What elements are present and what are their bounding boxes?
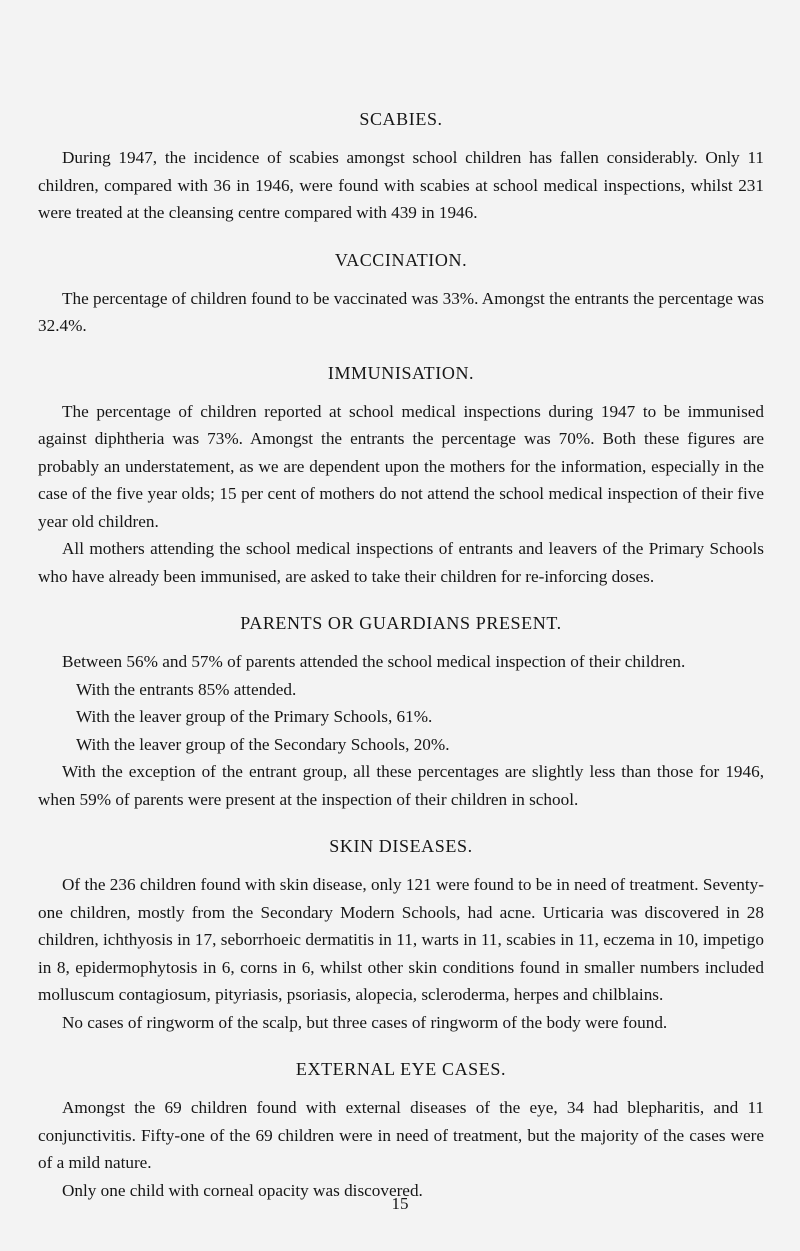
section-heading: VACCINATION. xyxy=(334,249,468,270)
list-line: With the leaver group of the Primary Schools, 61%. xyxy=(76,707,433,726)
paragraph: No cases of ringworm of the scalp, but three cases of ringworm of the body were found. xyxy=(62,1012,668,1032)
section-heading: SKIN DISEASES. xyxy=(329,836,473,856)
paragraph: During 1947, the incidence of scabies amongst school children has fallen considerably. Only 11 children, compared with 36 in 1946, were found with scabies at school medical inspections, whilst 231 were treated at the cleansing centre compared with 439 in 1946. xyxy=(38,148,764,222)
section-scabies xyxy=(38,108,764,227)
document-body xyxy=(38,108,764,1226)
page-number: 15 xyxy=(391,1194,409,1213)
section-heading: IMMUNISATION. xyxy=(327,362,475,383)
paragraph: Between 56% and 57% of parents attended the school medical inspection of their children. xyxy=(62,652,686,671)
section-immunisation xyxy=(38,362,764,591)
section-parents xyxy=(38,612,764,813)
section-vaccination xyxy=(38,249,764,340)
list-line: With the leaver group of the Secondary Schools, 20%. xyxy=(76,734,450,754)
list-line: With the entrants 85% attended. xyxy=(76,679,297,699)
section-skin-diseases xyxy=(38,835,764,1036)
paragraph: Of the 236 children found with skin disease, only 121 were found to be in need of treatment. Seventy-one children, mostly from the Secondary Modern Schools, had acne. Urticaria was discovered in 28 children, ichthyosis in 17, seborrhoeic dermatitis in 11, warts in 11, scabies in 11, eczema in 10, impetigo in 8, epidermophytosis in 6, corns in 6, whilst other skin conditions found in smaller numbers included molluscum contagiosum, pityriasis, psoriasis, alopecia, scleroderma, herpes and chilblains. xyxy=(38,875,764,1004)
paragraph: The percentage of children found to be vaccinated was 33%. Amongst the entrants the percentage was 32.4%. xyxy=(38,288,764,335)
section-heading: EXTERNAL EYE CASES. xyxy=(295,1059,507,1079)
section-heading: SCABIES. xyxy=(359,109,443,129)
paragraph: Amongst the 69 children found with external diseases of the eye, 34 had blepharitis, and 11 conjunctivitis. Fifty-one of the 69 children were in need of treatment, but the majority of the cases were of a mild nature. xyxy=(38,1098,764,1172)
paragraph: Only one child with corneal opacity was discovered. xyxy=(62,1180,423,1200)
section-heading: PARENTS OR GUARDIANS PRESENT. xyxy=(240,613,562,633)
paragraph: The percentage of children reported at school medical inspections during 1947 to be immunised against diphtheria was 73%. Amongst the entrants the percentage was 70%. Both these figures are probably an understatement, as we are dependent upon the mothers for the information, especially in the case of the five year olds; 15 per cent of mothers do not attend the school medical inspection of their five year old children. xyxy=(38,401,764,531)
paragraph: With the exception of the entrant group, all these percentages are slightly less than those for 1946, when 59% of parents were present at the inspection of their children in school. xyxy=(38,762,764,809)
paragraph: All mothers attending the school medical inspections of entrants and leavers of the Primary Schools who have already been immunised, are asked to take their children for re-inforcing doses. xyxy=(38,539,764,586)
section-external-eye-cases xyxy=(38,1058,764,1204)
